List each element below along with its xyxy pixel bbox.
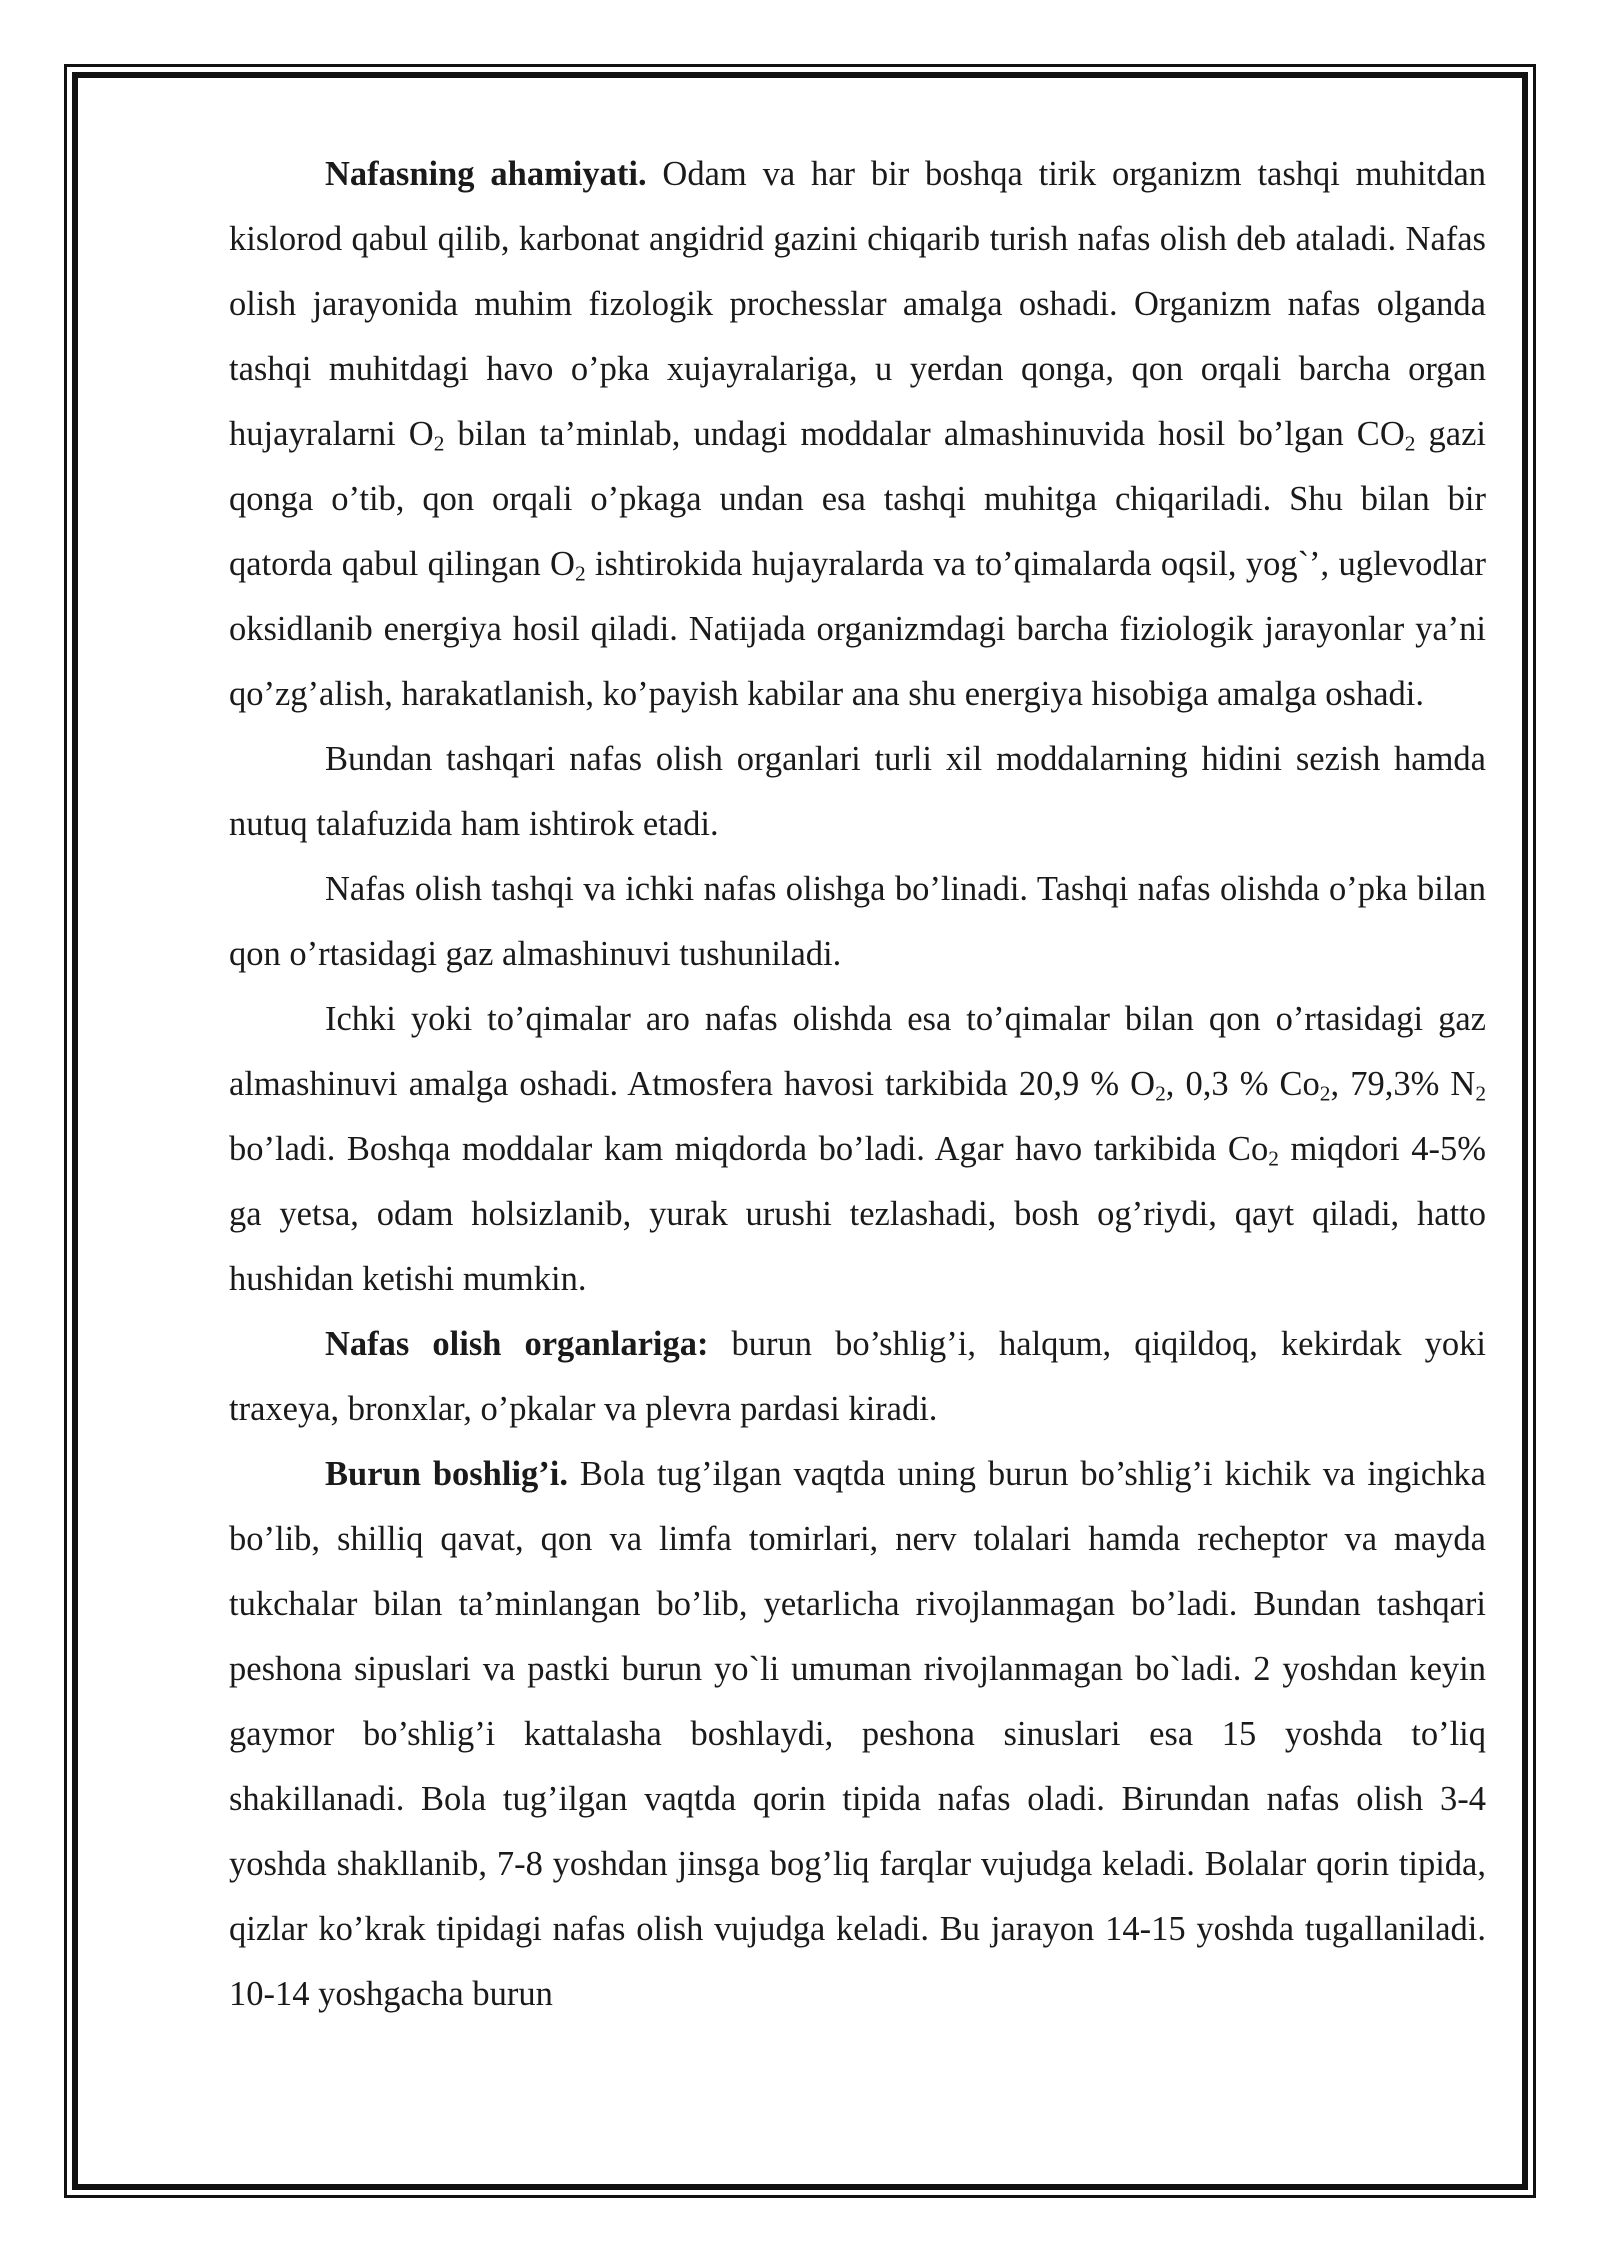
document-body xyxy=(229,142,1486,2027)
paragraph-text: bilan ta’minlab, undagi moddalar almashinuvida hosil bo’lgan CO xyxy=(444,415,1405,453)
subscript: 2 xyxy=(1404,431,1416,456)
paragraph-text: Ichki yoki to’qimalar aro nafas olishda esa to’qimalar bilan qon o’rtasidagi gaz almashinuvi amalga oshadi. Atmosfera havosi tarkibida 20,9 % O xyxy=(229,1000,1486,1103)
paragraph-nafasning-ahamiyati xyxy=(229,142,1486,727)
paragraph-ichki-nafas xyxy=(229,987,1486,1312)
subscript: 2 xyxy=(1475,1081,1487,1106)
paragraph-text: ishtirokida hujayralarda va to’qimalarda oqsil, yog`’, uglevodlar oksidlanib energiya hosil qiladi. Natijada organizmdagi barcha fiziologik jarayonlar ya’ni qo’zg’alish, harakatlanish, ko’payish kabilar ana shu energiya hisobiga amalga oshadi. xyxy=(229,545,1486,713)
paragraph-text: Bola tug’ilgan vaqtda uning burun bo’shlig’i kichik va ingichka bo’lib, shilliq qavat, qon va limfa tomirlari, nerv tolalari hamda recheptor va mayda tukchalar bilan ta’minlangan bo’lib, yetarlicha rivojlanmagan bo’ladi. Bundan tashqari peshona sipuslari va pastki burun yo`li umuman rivojlanmagan bo`ladi. 2 yoshdan keyin gaymor bo’shlig’i kattalasha boshlaydi, peshona sinuslari esa 15 yoshda to’liq shakillanadi. Bola tug’ilgan vaqtda qorin tipida nafas oladi. Birundan nafas olish 3-4 yoshda shakllanib, 7-8 yoshdan jinsga bog’liq farqlar vujudga keladi. Bolalar qorin tipida, qizlar ko’krak tipidagi nafas olish vujudga keladi. Bu jarayon 14-15 yoshda tugallaniladi. 10-14 yoshgacha burun xyxy=(229,1455,1486,2013)
paragraph-nafas-olish-organlari xyxy=(229,1312,1486,1442)
paragraph-text: bo’ladi. Boshqa moddalar kam miqdorda bo’ladi. Agar havo tarkibida Co xyxy=(229,1130,1269,1168)
paragraph-nafas-olish-tashqi-ichki: Nafas olish tashqi va ichki nafas olishga bo’linadi. Tashqi nafas olishda o’pka bilan qon o’rtasidagi gaz almashinuvi tushuniladi. xyxy=(229,870,1486,973)
paragraph-text: , 0,3 % Co xyxy=(1165,1065,1320,1103)
paragraph-burun-boshligi xyxy=(229,1442,1486,2027)
paragraph-text: gazi qonga o’tib, qon orqali o’pkaga undan esa tashqi muhitga chiqariladi. Shu bilan bir qatorda qabul qilingan O xyxy=(229,415,1486,583)
heading-burun-boshligi: Burun boshlig’i. xyxy=(325,1455,568,1493)
subscript: 2 xyxy=(574,561,586,586)
subscript: 2 xyxy=(1319,1081,1331,1106)
paragraph-text: Odam va har bir boshqa tirik organizm tashqi muhitdan kislorod qabul qilib, karbonat angidrid gazini chiqarib turish nafas olish deb ataladi. Nafas olish jarayonida muhim fizologik prochesslar amalga oshadi. Organizm nafas olganda tashqi muhitdagi havo o’pka xujayralariga, u yerdan qonga, qon orqali barcha organ hujayralarni O xyxy=(229,155,1487,453)
paragraph-bundan-tashqari: Bundan tashqari nafas olish organlari turli xil moddalarning hidini sezish hamda nutuq talafuzida ham ishtirok etadi. xyxy=(229,740,1486,843)
subscript: 2 xyxy=(433,431,445,456)
subscript: 2 xyxy=(1268,1146,1279,1171)
paragraph-text: miqdori 4-5% ga yetsa, odam holsizlanib, yurak urushi tezlashadi, bosh og’riydi, qayt qiladi, hatto hushidan ketishi mumkin. xyxy=(229,1130,1486,1298)
heading-nafasning-ahamiyati: Nafasning ahamiyati. xyxy=(325,155,647,193)
subscript: 2 xyxy=(1155,1081,1166,1106)
heading-nafas-olish-organlariga: Nafas olish organlariga: xyxy=(325,1325,709,1363)
paragraph-text: , 79,3% N xyxy=(1330,1065,1476,1103)
paragraph-text: burun bo’shlig’i, halqum, qiqildoq, kekirdak yoki traxeya, bronxlar, o’pkalar va plevra pardasi kiradi. xyxy=(229,1325,1486,1428)
